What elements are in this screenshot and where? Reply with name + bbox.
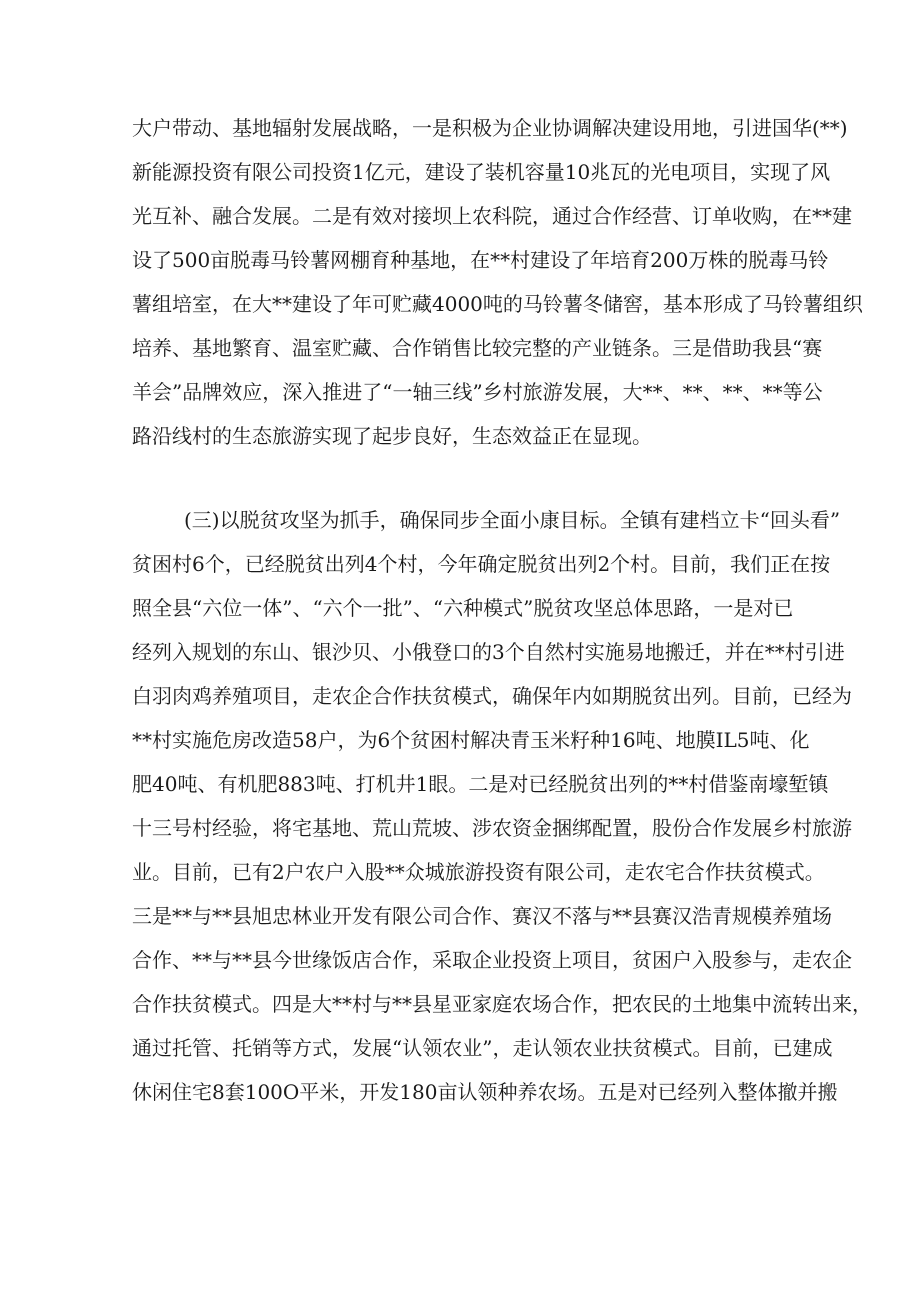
- text-line-20: 合作扶贫模式。四是大**村与**县星亚家庭农场合作，把农民的土地集中流转出来，: [132, 992, 872, 1016]
- text-line-17: 业。目前，已有2户农户入股**众城旅游投资有限公司，走农宅合作扶贫模式。: [132, 860, 825, 884]
- text-line-3: 光互补、融合发展。二是有效对接坝上农科院，通过合作经营、订单收购，在**建: [132, 204, 852, 228]
- section-heading-line: (三)以脱贫攻坚为抓手，确保同步全面小康目标。全镇有建档立卡“回头看”: [184, 508, 841, 532]
- text-line-8: 路沿线村的生态旅游实现了起步良好，生态效益正在显现。: [132, 424, 652, 448]
- text-line-1: 大户带动、基地辐射发展战略，一是积极为企业协调解决建设用地，引进国华(**): [132, 116, 848, 140]
- text-line-15: 肥40吨、有机肥883吨、打机井1眼。二是对已经脱贫出列的**村借鉴南壕堑镇: [132, 772, 829, 796]
- text-line-11: 照全县“六位一体”、“六个一批”、“六种模式”脱贫攻坚总体思路，一是对已: [132, 596, 794, 620]
- text-line-16: 十三号村经验，将宅基地、荒山荒坡、涉农资金捆绑配置，股份合作发展乡村旅游: [132, 816, 852, 840]
- text-line-22: 休闲住宅8套100O平米，开发180亩认领种养农场。五是对已经列入整体撤并搬: [132, 1080, 838, 1104]
- text-line-14: **村实施危房改造58户，为6个贫困村解决青玉米籽种16吨、地膜IL5吨、化: [132, 728, 810, 752]
- text-line-5: 薯组培室，在大**建设了年可贮藏4000吨的马铃薯冬储窖，基本形成了马铃薯组织: [132, 292, 863, 316]
- text-line-18: 三是**与**县旭忠林业开发有限公司合作、赛汉不落与**县赛汉浩青规模养殖场: [132, 904, 832, 928]
- text-line-6: 培养、基地繁育、温室贮藏、合作销售比较完整的产业链条。三是借助我县“赛: [132, 336, 823, 360]
- text-line-19: 合作、**与**县今世缘饭店合作，采取企业投资上项目，贫困户入股参与，走农企: [132, 948, 852, 972]
- text-line-12: 经列入规划的东山、银沙贝、小俄登口的3个自然村实施易地搬迁，并在**村引进: [132, 640, 845, 664]
- text-line-4: 设了500亩脱毒马铃薯网棚育种基地，在**村建设了年培育200万株的脱毒马铃: [132, 248, 829, 272]
- text-line-21: 通过托管、托销等方式，发展“认领农业”，走认领农业扶贫模式。目前，已建成: [132, 1036, 833, 1060]
- text-line-10: 贫困村6个，已经脱贫出列4个村，今年确定脱贫出列2个村。目前，我们正在按: [132, 552, 831, 576]
- text-line-7: 羊会”品牌效应，深入推进了“一轴三线”乡村旅游发展，大**、**、**、**等公: [132, 380, 823, 404]
- text-line-2: 新能源投资有限公司投资1亿元，建设了装机容量10兆瓦的光电项目，实现了风: [132, 160, 831, 184]
- text-line-13: 白羽肉鸡养殖项目，走农企合作扶贫模式，确保年内如期脱贫出列。目前，已经为: [132, 684, 852, 708]
